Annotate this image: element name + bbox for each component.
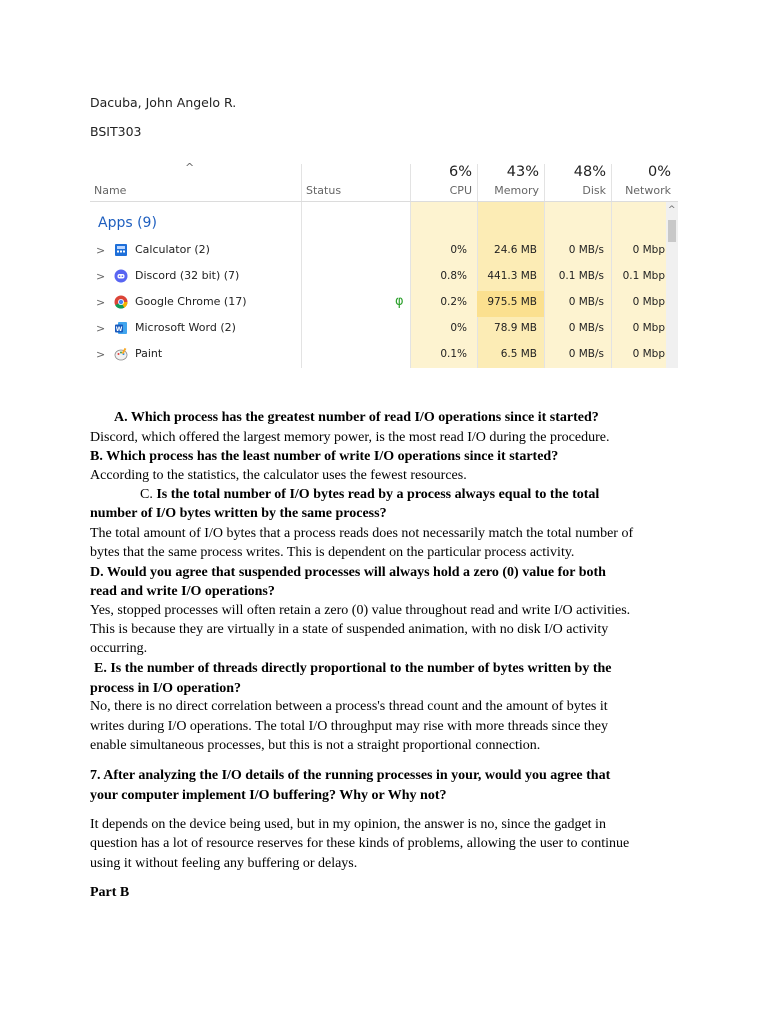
question-7-line1: 7. After analyzing the I/O details of the running processes in your, would you agree that <box>90 768 611 783</box>
process-row[interactable] <box>90 317 678 343</box>
memory-value: 975.5 MB <box>487 296 537 308</box>
answer-7-line3: using it without feeling any buffering or delays. <box>90 856 358 871</box>
question-7-line2: your computer implement I/O buffering? Why or Why not? <box>90 788 447 803</box>
question-d-line1: D. Would you agree that suspended processes will always hold a zero (0) value for both <box>90 565 606 580</box>
chrome-icon <box>114 295 128 309</box>
header-divider <box>90 201 678 202</box>
process-name: Discord (32 bit) (7) <box>135 269 240 282</box>
question-a: A. Which process has the greatest number of read I/O operations since it started? <box>114 410 599 425</box>
process-name: Paint <box>135 347 163 360</box>
chevron-right-icon[interactable]: > <box>96 244 106 257</box>
chevron-right-icon[interactable]: > <box>96 296 106 309</box>
network-value: 0 Mbp <box>632 322 665 334</box>
answer-c-line2: bytes that the same process writes. This is dependent on the particular process activity. <box>90 545 575 560</box>
disk-value: 0 MB/s <box>568 348 604 360</box>
answer-d-line1: Yes, stopped processes will often retain a zero (0) value throughout read and write I/O activities. <box>90 603 631 618</box>
network-value: 0 Mbp <box>632 348 665 360</box>
process-name: Microsoft Word (2) <box>135 321 236 334</box>
column-header-network[interactable]: Network <box>625 184 671 197</box>
question-e-line2: process in I/O operation? <box>90 681 242 696</box>
answer-7-line1: It depends on the device being used, but in my opinion, the answer is no, since the gadget in <box>90 817 606 832</box>
question-c-line1 <box>140 485 700 504</box>
network-value: 0 Mbp <box>632 296 665 308</box>
cpu-percent[interactable]: 6% <box>448 164 472 180</box>
discord-icon <box>114 269 128 283</box>
student-section: BSIT303 <box>90 124 142 139</box>
memory-value: 441.3 MB <box>487 270 537 282</box>
process-row[interactable] <box>90 239 678 265</box>
cpu-value: 0.1% <box>440 348 467 360</box>
student-name: Dacuba, John Angelo R. <box>90 95 237 110</box>
memory-percent[interactable]: 43% <box>506 164 539 180</box>
process-name: Calculator (2) <box>135 243 210 256</box>
question-c-text: Is the total number of I/O bytes read by a process always equal to the total <box>156 487 600 502</box>
chevron-right-icon[interactable]: > <box>96 270 106 283</box>
column-header-memory[interactable]: Memory <box>494 184 539 197</box>
question-c-label: C. <box>140 487 153 502</box>
disk-value: 0 MB/s <box>568 322 604 334</box>
answer-a: Discord, which offered the largest memory power, is the most read I/O during the procedure. <box>90 430 610 445</box>
network-value: 0 Mbp <box>632 244 665 256</box>
chevron-right-icon[interactable]: > <box>96 322 106 335</box>
vertical-scrollbar[interactable] <box>666 202 678 368</box>
memory-value: 24.6 MB <box>494 244 537 256</box>
calculator-icon <box>114 243 128 257</box>
scroll-up-icon[interactable]: ^ <box>668 205 676 215</box>
question-b: B. Which process has the least number of write I/O operations since it started? <box>90 449 559 464</box>
apps-group-label[interactable]: Apps (9) <box>98 215 157 231</box>
answer-d-line2: This is because they are virtually in a state of suspended animation, with no disk I/O activity <box>90 622 609 637</box>
process-row[interactable] <box>90 343 678 369</box>
process-row[interactable] <box>90 291 678 317</box>
disk-percent[interactable]: 48% <box>573 164 606 180</box>
cpu-value: 0% <box>450 244 467 256</box>
disk-value: 0 MB/s <box>568 244 604 256</box>
column-header-name[interactable]: Name <box>94 184 127 197</box>
cpu-value: 0.2% <box>440 296 467 308</box>
question-d-line2: read and write I/O operations? <box>90 584 275 599</box>
memory-value: 78.9 MB <box>494 322 537 334</box>
answer-7-line2: question has a lot of resource reserves for these kinds of problems, allowing the user to continue <box>90 836 630 851</box>
network-percent[interactable]: 0% <box>647 164 671 180</box>
answer-e-line3: enable simultaneous processes, but this is not a straight proportional connection. <box>90 738 541 753</box>
cpu-value: 0% <box>450 322 467 334</box>
scrollbar-thumb[interactable] <box>668 220 676 242</box>
question-e-line1: E. Is the number of threads directly proportional to the number of bytes written by the <box>94 661 612 676</box>
word-icon <box>114 321 128 335</box>
process-name: Google Chrome (17) <box>135 295 247 308</box>
sort-caret-icon[interactable]: ^ <box>185 161 195 174</box>
paint-icon <box>114 347 128 361</box>
task-manager-screenshot <box>90 160 678 368</box>
disk-value: 0.1 MB/s <box>558 270 604 282</box>
chevron-right-icon[interactable]: > <box>96 348 106 361</box>
svg-text:W: W <box>115 326 123 333</box>
column-header-status[interactable]: Status <box>306 184 342 197</box>
answer-e-line1: No, there is no direct correlation between a process's thread count and the amount of bytes it <box>90 699 608 714</box>
process-row[interactable] <box>90 265 678 291</box>
column-header-cpu[interactable]: CPU <box>449 184 472 197</box>
question-c-line2: number of I/O bytes written by the same process? <box>90 506 387 521</box>
disk-value: 0 MB/s <box>568 296 604 308</box>
network-value: 0.1 Mbp <box>622 270 665 282</box>
memory-value: 6.5 MB <box>500 348 537 360</box>
column-header-disk[interactable]: Disk <box>582 184 606 197</box>
efficiency-mode-icon: φ <box>395 294 404 309</box>
answer-d-line3: occurring. <box>90 641 148 656</box>
section-heading-part-b: Part B <box>90 885 130 900</box>
answer-e-line2: writes during I/O operations. The total I/O throughput may rise with more threads since they <box>90 719 609 734</box>
answer-b: According to the statistics, the calculator uses the fewest resources. <box>90 468 467 483</box>
answer-c-line1: The total amount of I/O bytes that a process reads does not necessarily match the total number of <box>90 526 634 541</box>
cpu-value: 0.8% <box>440 270 467 282</box>
